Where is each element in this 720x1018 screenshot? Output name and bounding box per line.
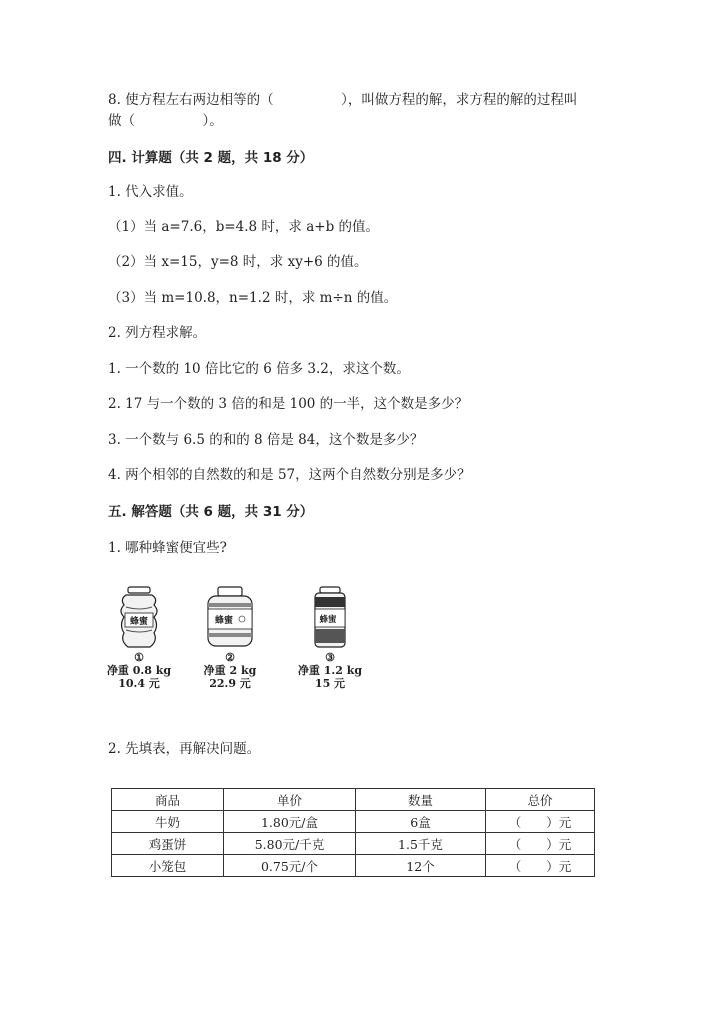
jar-3-weight: 净重 1.2 kg <box>297 664 363 677</box>
jar-3-number: ③ <box>325 651 335 664</box>
honey-jar-3 <box>290 585 370 690</box>
honey-jar-3-label: 蜂蜜 <box>319 615 337 625</box>
section-4-q2-item-3: 3. 一个数与 6.5 的和的 8 倍是 84，这个数是多少？ <box>108 432 424 448</box>
jar-1-price: 10.4 元 <box>118 677 160 690</box>
table-cell-blank[interactable]: （ ）元 <box>486 811 595 833</box>
table-cell: 6盒 <box>356 811 486 833</box>
jar-1-number: ① <box>134 651 144 664</box>
table-cell: 小笼包 <box>112 855 224 877</box>
honey-jar-1-label: 蜂蜜 <box>129 617 149 627</box>
table-cell-blank[interactable]: （ ）元 <box>486 833 595 855</box>
section-4-q2-item-1: 1. 一个数的 10 倍比它的 6 倍多 3.2，求这个数。 <box>108 361 410 377</box>
table-header: 数量 <box>356 789 486 811</box>
jar-3-price: 15 元 <box>314 677 346 690</box>
jar-2-weight: 净重 2 kg <box>203 664 257 677</box>
table-row <box>112 855 595 877</box>
table-cell: 12个 <box>356 855 486 877</box>
table-cell: 牛奶 <box>112 811 224 833</box>
table-header-row <box>112 789 595 811</box>
section-4-q1-item-3: （3）当 m=10.8，n=1.2 时，求 m÷n 的值。 <box>108 290 398 306</box>
section-4-q2-item-4: 4. 两个相邻的自然数的和是 57，这两个自然数分别是多少？ <box>108 467 471 483</box>
honey-jar-2-icon <box>202 585 258 651</box>
table-cell: 0.75元/个 <box>224 855 356 877</box>
section-5-title: 五. 解答题（共 6 题，共 31 分） <box>108 504 314 520</box>
section-4-title: 四. 计算题（共 2 题，共 18 分） <box>108 150 314 166</box>
question-8-line2: 做（ ）。 <box>108 113 223 129</box>
section-4-q1: 1. 代入求值。 <box>108 184 193 200</box>
honey-jar-1 <box>99 585 179 690</box>
jar-2-number: ② <box>225 651 235 664</box>
jar-1-weight: 净重 0.8 kg <box>106 664 172 677</box>
table-cell: 1.5千克 <box>356 833 486 855</box>
table-header: 单价 <box>224 789 356 811</box>
table-header: 总价 <box>486 789 595 811</box>
section-4-q2-item-2: 2. 17 与一个数的 3 倍的和是 100 的一半，这个数是多少？ <box>108 396 469 412</box>
section-4-q1-item-2: （2）当 x=15，y=8 时，求 xy+6 的值。 <box>108 254 368 270</box>
table-cell-blank[interactable]: （ ）元 <box>486 855 595 877</box>
table-cell: 5.80元/千克 <box>224 833 356 855</box>
price-table <box>111 788 595 877</box>
table-cell: 1.80元/盒 <box>224 811 356 833</box>
table-row <box>112 833 595 855</box>
section-4-q1-item-1: （1）当 a=7.6，b=4.8 时，求 a+b 的值。 <box>108 219 380 235</box>
honey-jar-2-label: 蜂蜜 <box>214 616 234 626</box>
jar-2-price: 22.9 元 <box>209 677 251 690</box>
honey-jar-3-icon <box>308 585 352 651</box>
section-4-q2: 2. 列方程求解。 <box>108 325 207 341</box>
section-5-q1: 1. 哪种蜂蜜便宜些? <box>108 540 227 556</box>
table-cell: 鸡蛋饼 <box>112 833 224 855</box>
table-header: 商品 <box>112 789 224 811</box>
honey-jar-2 <box>190 585 270 690</box>
honey-jar-1-icon <box>114 585 164 651</box>
section-5-q2: 2. 先填表，再解决问题。 <box>108 741 261 757</box>
question-8-line1: 8. 使方程左右两边相等的（ ），叫做方程的解，求方程的解的过程叫 <box>108 92 578 108</box>
table-row <box>112 811 595 833</box>
